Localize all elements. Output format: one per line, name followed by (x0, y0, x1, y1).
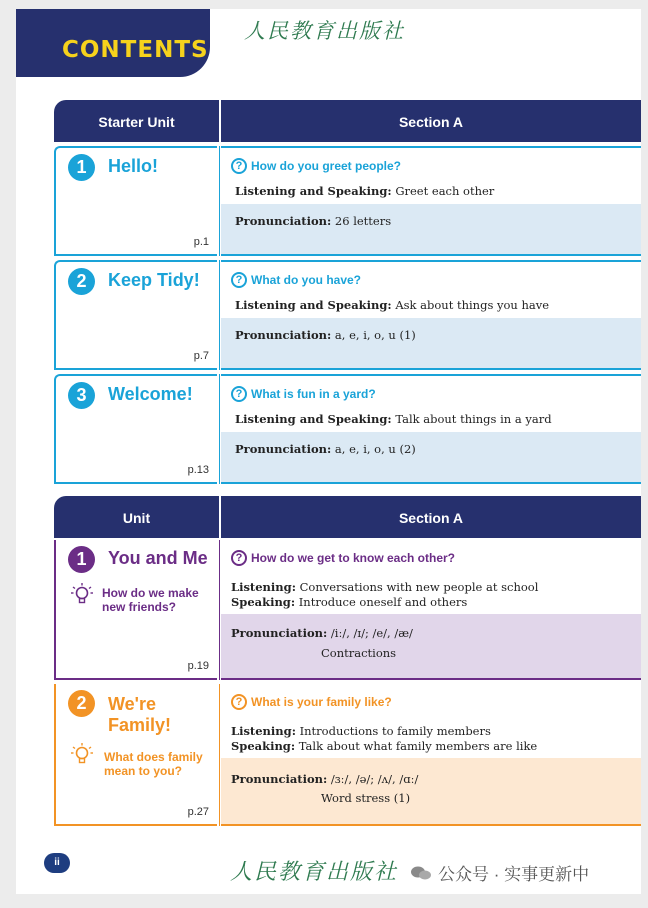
pronunciation-band (221, 432, 641, 482)
unit-title: Hello! (108, 156, 159, 176)
lightbulb-icon (70, 582, 94, 608)
page-ref: p.1 (193, 236, 209, 248)
listening-line (231, 724, 491, 738)
publisher-logo-footer: 人民教育出版社 (230, 860, 399, 885)
ls-label: Listening and Speaking: (235, 412, 392, 426)
page-ref: p.13 (187, 464, 209, 476)
unit-number-badge: 2 (68, 690, 95, 717)
pronunciation-band (221, 204, 641, 254)
section-cell (221, 260, 641, 370)
listening-speaking-line (235, 184, 494, 198)
unit-title: Keep Tidy! (108, 270, 200, 290)
table-row (54, 374, 641, 484)
question-text: How do we get to know each other? (251, 551, 456, 565)
section-cell (221, 146, 641, 256)
question-text: What is fun in a yard? (251, 387, 376, 401)
page-number-badge: ii (44, 853, 70, 873)
question-text: What is your family like? (251, 695, 392, 709)
table-row (54, 540, 641, 680)
unit-title (108, 694, 171, 736)
pron-label: Pronunciation: (231, 772, 328, 786)
listening-text: Introductions to family members (299, 724, 491, 738)
page-ref: p.7 (193, 350, 209, 362)
listening-label: Listening: (231, 580, 296, 594)
table-row (54, 146, 641, 256)
unit-number-badge: 3 (68, 382, 95, 409)
page (16, 9, 641, 894)
speaking-label: Speaking: (231, 595, 296, 609)
question-icon: ? (231, 158, 247, 174)
speaking-label: Speaking: (231, 739, 296, 753)
big-question: What does family mean to you? (104, 750, 203, 778)
listening-label: Listening: (231, 724, 296, 738)
starter-table (54, 100, 641, 484)
col-header-section-a: Section A (398, 510, 464, 526)
page-ref: p.19 (187, 660, 209, 672)
pronunciation-line (235, 442, 416, 456)
publisher-logo: 人民教育出版社 (244, 19, 405, 43)
unit-table-header (54, 496, 641, 538)
page-title: CONTENTS (62, 37, 209, 63)
ls-text: Greet each other (395, 184, 495, 198)
pronunciation-line-2: Word stress (1) (321, 791, 411, 805)
pron-text: /iː/, /ɪ/; /e/, /æ/ (330, 626, 413, 640)
unit-cell (54, 146, 217, 256)
table-row (54, 684, 641, 826)
ls-text: Talk about things in a yard (395, 412, 552, 426)
unit-cell (54, 684, 217, 826)
ls-label: Listening and Speaking: (235, 184, 392, 198)
question-icon: ? (231, 386, 247, 402)
section-question (231, 694, 392, 710)
pronunciation-band (221, 614, 641, 678)
speaking-text: Talk about what family members are like (298, 739, 538, 753)
page-ref: p.27 (187, 806, 209, 818)
pron-label: Pronunciation: (235, 328, 332, 342)
listening-line (231, 580, 538, 594)
unit-title-line-1: We're (108, 694, 156, 714)
question-icon: ? (231, 694, 247, 710)
unit-cell (54, 260, 217, 370)
pron-label: Pronunciation: (235, 214, 332, 228)
pron-text: a, e, i, o, u (1) (334, 328, 416, 342)
unit-title-line-2: Family! (108, 715, 172, 735)
wechat-text: 公众号 · 实事更新中 (438, 865, 590, 884)
unit-title: Welcome! (108, 384, 193, 404)
section-cell (221, 684, 641, 826)
speaking-line (231, 595, 467, 609)
unit-number-badge: 2 (68, 268, 95, 295)
question-icon: ? (231, 272, 247, 288)
col-header-unit: Unit (122, 510, 151, 526)
pronunciation-line (235, 328, 416, 342)
pronunciation-line (235, 214, 391, 228)
pronunciation-band (221, 758, 641, 824)
section-question (231, 158, 401, 174)
table-row (54, 260, 641, 370)
col-header-section-a: Section A (398, 114, 464, 130)
wechat-icon (410, 865, 432, 881)
section-question (231, 550, 455, 566)
contents-tab (16, 9, 210, 77)
question-text: What do you have? (251, 273, 362, 287)
question-icon: ? (231, 550, 247, 566)
section-question (231, 272, 361, 288)
big-question: How do we make new friends? (102, 586, 199, 614)
pron-label: Pronunciation: (231, 626, 328, 640)
pron-text: 26 letters (334, 214, 392, 228)
listening-speaking-line (235, 412, 552, 426)
pronunciation-line-2: Contractions (321, 646, 397, 660)
wechat-watermark (410, 860, 589, 885)
section-cell (221, 540, 641, 680)
listening-text: Conversations with new people at school (299, 580, 539, 594)
unit-title: You and Me (108, 548, 208, 568)
speaking-text: Introduce oneself and others (298, 595, 468, 609)
section-cell (221, 374, 641, 484)
pronunciation-line (231, 772, 418, 786)
col-header-starter-unit: Starter Unit (98, 114, 175, 130)
lightbulb-icon (70, 742, 94, 768)
starter-table-header (54, 100, 641, 142)
section-question (231, 386, 376, 402)
ls-label: Listening and Speaking: (235, 298, 392, 312)
speaking-line (231, 739, 537, 753)
unit-number-badge: 1 (68, 546, 95, 573)
pronunciation-line (231, 626, 413, 640)
unit-table (54, 496, 641, 826)
unit-cell (54, 374, 217, 484)
pronunciation-band (221, 318, 641, 368)
question-text: How do you greet people? (251, 159, 402, 173)
ls-text: Ask about things you have (395, 298, 550, 312)
unit-number-badge: 1 (68, 154, 95, 181)
pron-text: /ɜː/, /ə/; /ʌ/, /ɑː/ (330, 772, 419, 786)
pron-label: Pronunciation: (235, 442, 332, 456)
unit-cell (54, 540, 217, 680)
listening-speaking-line (235, 298, 549, 312)
pron-text: a, e, i, o, u (2) (334, 442, 416, 456)
